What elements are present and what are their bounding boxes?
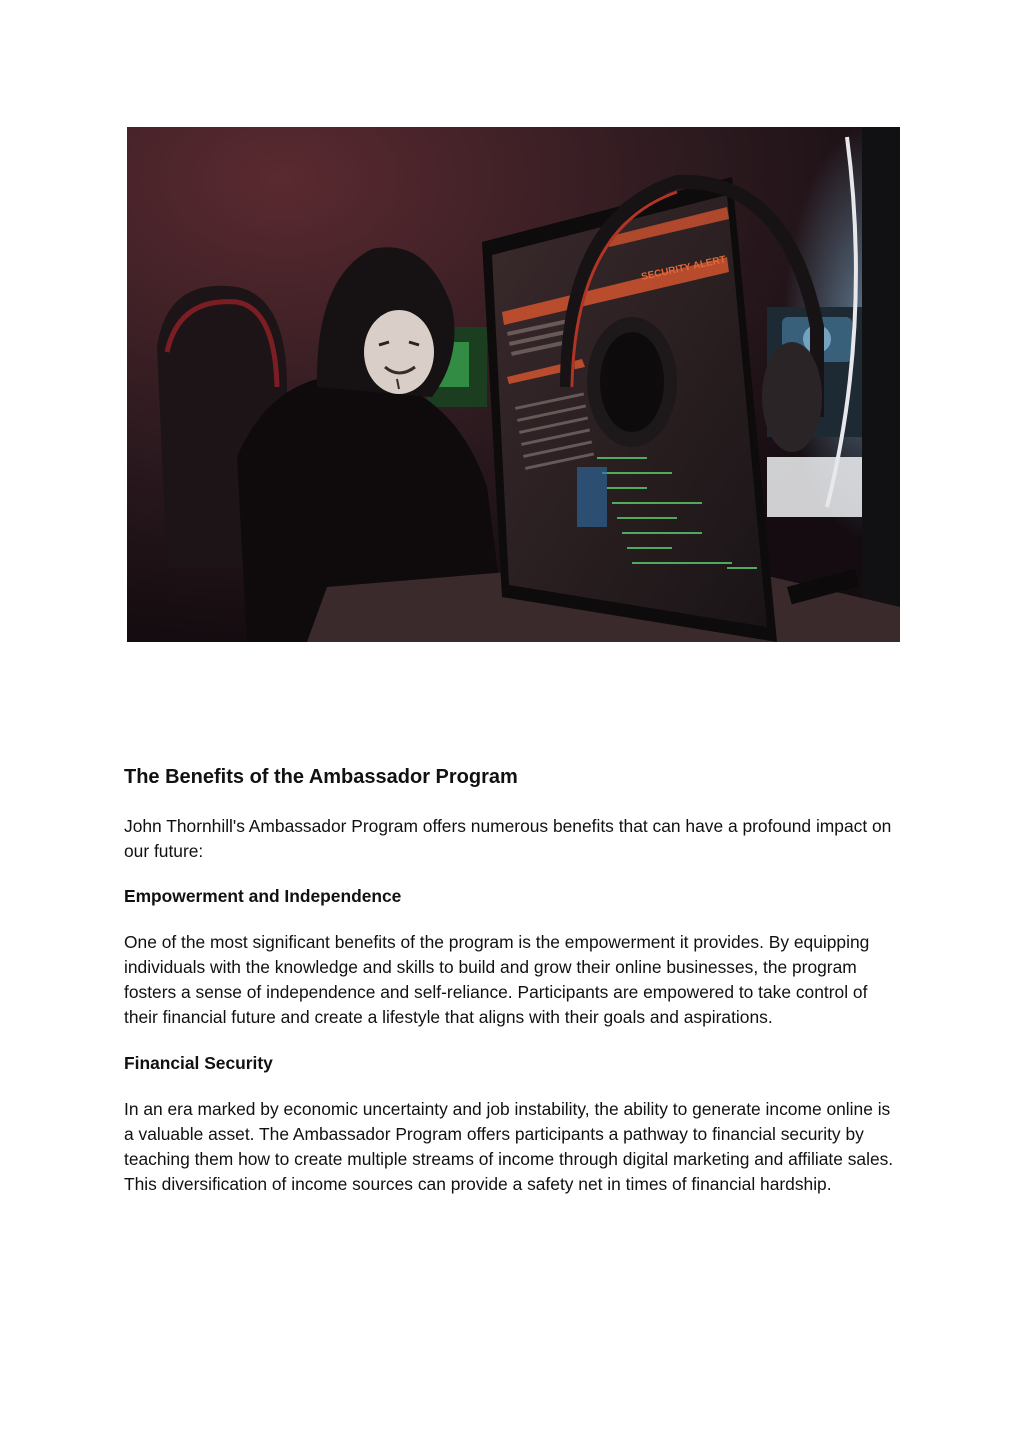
paragraph-financial-security: In an era marked by economic uncertainty and job instability, the ability to generate income online is a valuable asset. The Ambassador Program offers participants a pathway to financial security by teaching them how to create multiple streams of income through digital marketing and affiliate sales. This diversification of income sources can provide a safety net in times of financial hardship. bbox=[124, 1099, 894, 1194]
subheading-financial-security: Financial Security bbox=[124, 1053, 273, 1073]
subheading-empowerment: Empowerment and Independence bbox=[124, 886, 402, 906]
intro-paragraph: John Thornhill's Ambassador Program offers numerous benefits that can have a profound impact on our future: bbox=[124, 816, 892, 861]
hacker-workstation-illustration bbox=[127, 127, 900, 642]
section-heading: The Benefits of the Ambassador Program bbox=[124, 766, 518, 788]
hero-photo bbox=[127, 127, 900, 642]
paragraph-empowerment: One of the most significant benefits of the program is the empowerment it provides. By equipping individuals with the knowledge and skills to build and grow their online businesses, the program fosters a sense of independence and self-reliance. Participants are empowered to take control of their financial future and create a lifestyle that aligns with their goals and aspirations. bbox=[124, 932, 870, 1027]
article bbox=[124, 764, 904, 1197]
security-alert-text: SECURITY ALERT bbox=[640, 254, 727, 283]
